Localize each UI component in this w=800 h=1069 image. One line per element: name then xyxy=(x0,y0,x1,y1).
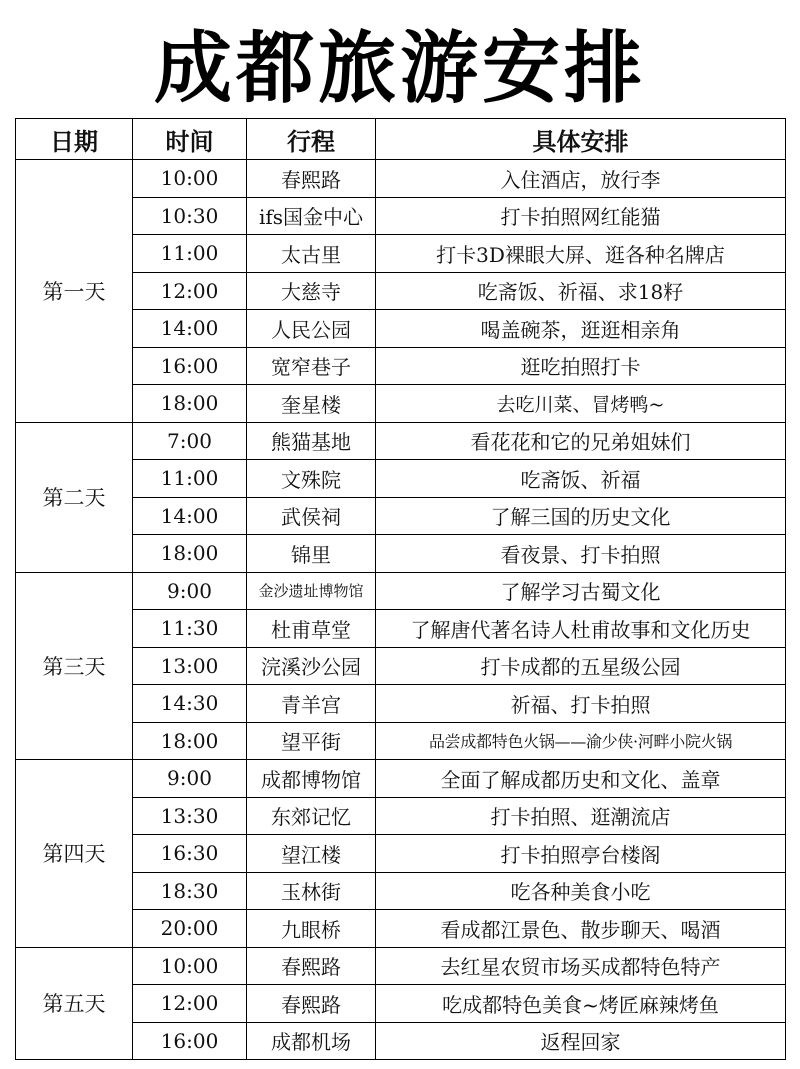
plan-cell: 返程回家 xyxy=(376,1022,786,1060)
plan-cell: 吃各种美食小吃 xyxy=(376,872,786,910)
time-cell: 16:00 xyxy=(133,347,247,385)
plan-cell: 打卡拍照网红能猫 xyxy=(376,197,786,235)
time-cell: 18:00 xyxy=(133,385,247,423)
place-cell: 春熙路 xyxy=(247,985,376,1023)
header-row xyxy=(16,119,786,160)
time-cell: 10:00 xyxy=(133,947,247,985)
plan-cell: 打卡拍照、逛潮流店 xyxy=(376,797,786,835)
plan-cell: 打卡3D裸眼大屏、逛各种名牌店 xyxy=(376,235,786,273)
day-label: 第五天 xyxy=(16,947,133,1060)
place-cell: 杜甫草堂 xyxy=(247,610,376,648)
table-row xyxy=(16,947,786,985)
day-label: 第三天 xyxy=(16,572,133,760)
place-cell: 锦里 xyxy=(247,535,376,573)
header-date: 日期 xyxy=(16,119,133,160)
time-cell: 13:30 xyxy=(133,797,247,835)
time-cell: 11:30 xyxy=(133,610,247,648)
place-cell: 望平街 xyxy=(247,722,376,760)
place-cell: 文殊院 xyxy=(247,460,376,498)
time-cell: 12:00 xyxy=(133,985,247,1023)
place-cell: 玉林街 xyxy=(247,872,376,910)
time-cell: 18:00 xyxy=(133,722,247,760)
day-label: 第二天 xyxy=(16,422,133,572)
time-cell: 11:00 xyxy=(133,235,247,273)
place-cell: 太古里 xyxy=(247,235,376,273)
place-cell: 武侯祠 xyxy=(247,497,376,535)
plan-cell: 喝盖碗茶，逛逛相亲角 xyxy=(376,310,786,348)
day-label: 第四天 xyxy=(16,760,133,948)
plan-cell: 祈福、打卡拍照 xyxy=(376,685,786,723)
plan-cell: 去吃川菜、冒烤鸭~ xyxy=(376,385,786,423)
time-cell: 14:30 xyxy=(133,685,247,723)
plan-cell: 吃斋饭、祈福、求18籽 xyxy=(376,272,786,310)
time-cell: 10:00 xyxy=(133,160,247,198)
time-cell: 9:00 xyxy=(133,572,247,610)
table-row xyxy=(16,760,786,798)
place-cell: 成都博物馆 xyxy=(247,760,376,798)
time-cell: 18:00 xyxy=(133,535,247,573)
time-cell: 10:30 xyxy=(133,197,247,235)
place-cell: ifs国金中心 xyxy=(247,197,376,235)
header-route: 行程 xyxy=(247,119,376,160)
plan-cell: 了解三国的历史文化 xyxy=(376,497,786,535)
time-cell: 11:00 xyxy=(133,460,247,498)
plan-cell: 看花花和它的兄弟姐妹们 xyxy=(376,422,786,460)
place-cell: 望江楼 xyxy=(247,835,376,873)
plan-cell: 吃斋饭、祈福 xyxy=(376,460,786,498)
time-cell: 14:00 xyxy=(133,497,247,535)
time-cell: 16:00 xyxy=(133,1022,247,1060)
plan-cell: 逛吃拍照打卡 xyxy=(376,347,786,385)
place-cell: 奎星楼 xyxy=(247,385,376,423)
header-time: 时间 xyxy=(133,119,247,160)
plan-cell: 打卡拍照亭台楼阁 xyxy=(376,835,786,873)
plan-cell: 去红星农贸市场买成都特色特产 xyxy=(376,947,786,985)
plan-cell: 打卡成都的五星级公园 xyxy=(376,647,786,685)
plan-cell: 了解唐代著名诗人杜甫故事和文化历史 xyxy=(376,610,786,648)
plan-cell: 吃成都特色美食~烤匠麻辣烤鱼 xyxy=(376,985,786,1023)
time-cell: 14:00 xyxy=(133,310,247,348)
plan-cell: 看夜景、打卡拍照 xyxy=(376,535,786,573)
header-plan: 具体安排 xyxy=(376,119,786,160)
place-cell: 宽窄巷子 xyxy=(247,347,376,385)
place-cell: 春熙路 xyxy=(247,160,376,198)
place-cell: 春熙路 xyxy=(247,947,376,985)
time-cell: 16:30 xyxy=(133,835,247,873)
place-cell: 大慈寺 xyxy=(247,272,376,310)
place-cell: 东郊记忆 xyxy=(247,797,376,835)
plan-cell: 品尝成都特色火锅——渝少侠·河畔小院火锅 xyxy=(376,722,786,760)
time-cell: 18:30 xyxy=(133,872,247,910)
plan-cell: 看成都江景色、散步聊天、喝酒 xyxy=(376,910,786,948)
plan-cell: 入住酒店，放行李 xyxy=(376,160,786,198)
table-row xyxy=(16,160,786,198)
time-cell: 9:00 xyxy=(133,760,247,798)
itinerary-body xyxy=(16,160,786,1060)
place-cell: 浣溪沙公园 xyxy=(247,647,376,685)
time-cell: 7:00 xyxy=(133,422,247,460)
place-cell: 金沙遗址博物馆 xyxy=(247,572,376,610)
time-cell: 13:00 xyxy=(133,647,247,685)
page-title: 成都旅游安排 xyxy=(153,24,646,114)
plan-cell: 了解学习古蜀文化 xyxy=(376,572,786,610)
time-cell: 12:00 xyxy=(133,272,247,310)
itinerary-table xyxy=(15,118,786,1060)
place-cell: 九眼桥 xyxy=(247,910,376,948)
place-cell: 熊猫基地 xyxy=(247,422,376,460)
time-cell: 20:00 xyxy=(133,910,247,948)
place-cell: 人民公园 xyxy=(247,310,376,348)
table-row xyxy=(16,572,786,610)
place-cell: 成都机场 xyxy=(247,1022,376,1060)
plan-cell: 全面了解成都历史和文化、盖章 xyxy=(376,760,786,798)
place-cell: 青羊宫 xyxy=(247,685,376,723)
day-label: 第一天 xyxy=(16,160,133,423)
table-row xyxy=(16,422,786,460)
